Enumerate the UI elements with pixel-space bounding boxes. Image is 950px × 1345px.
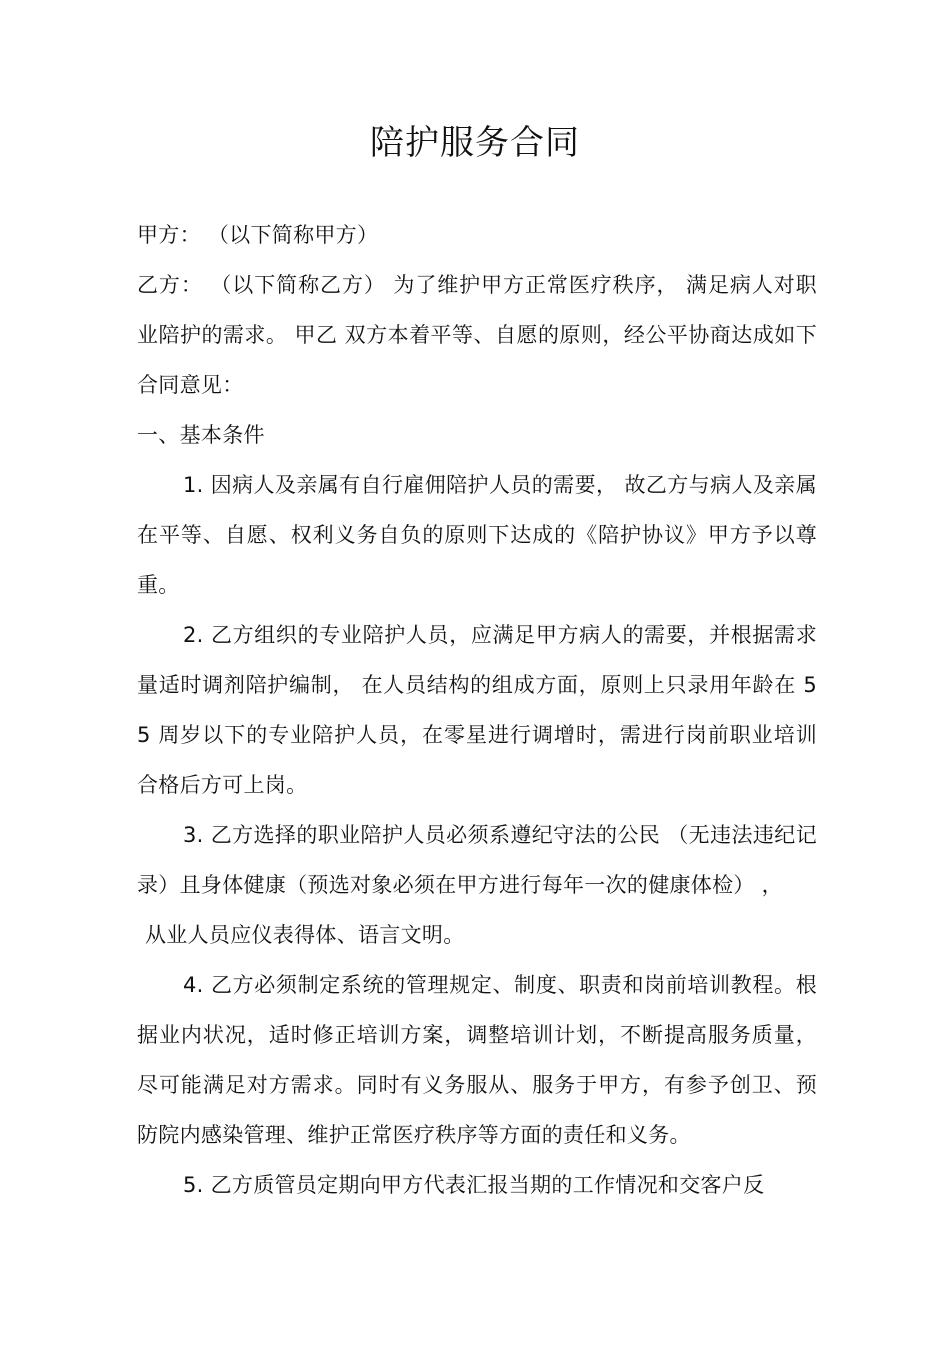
clause-3-continued: 从业人员应仪表得体、语言文明。 [145, 923, 465, 947]
clause-4: 4. 乙方必须制定系统的管理规定、制度、职责和岗前培训教程。根据业内状况，适时修正培训方案，调整培训计划，不断提高服务质量，尽可能满足对方需求。同时有义务服从、服务于甲方，有参予创卫、预防院内感染管理、维护正常医疗秩序等方面的责任和义务。 [137, 973, 817, 1147]
clause-5: 5. 乙方质管员定期向甲方代表汇报当期的工作情况和交客户反 [183, 1173, 765, 1197]
clause-1: 1. 因病人及亲属有自行雇佣陪护人员的需要， 故乙方与病人及亲属在平等、自愿、权利义务自负的原则下达成的《陪护协议》甲方予以尊重。 [137, 473, 817, 597]
clause-2: 2. 乙方组织的专业陪护人员，应满足甲方病人的需要，并根据需求量适时调剂陪护编制， 在人员结构的组成方面，原则上只录用年龄在 55 周岁以下的专业陪护人员，在零星进行调增时，需进行岗前职业培训合格后方可上岗。 [137, 623, 817, 797]
document-body [137, 210, 817, 1210]
clause-3: 3. 乙方选择的职业陪护人员必须系遵纪守法的公民 （无违法违纪记录）且身体健康（预选对象必须在甲方进行每年一次的健康体检） ， [137, 823, 817, 897]
party-a-line: 甲方： （以下简称甲方） [137, 223, 379, 247]
document-title: 陪护服务合同 [370, 123, 580, 163]
party-b-paragraph: 乙方： （以下简称乙方） 为了维护甲方正常医疗秩序， 满足病人对职业陪护的需求。 甲乙 双方本着平等、自愿的原则，经公平协商达成如下合同意见： [137, 273, 817, 397]
section-heading: 一、基本条件 [137, 423, 265, 447]
